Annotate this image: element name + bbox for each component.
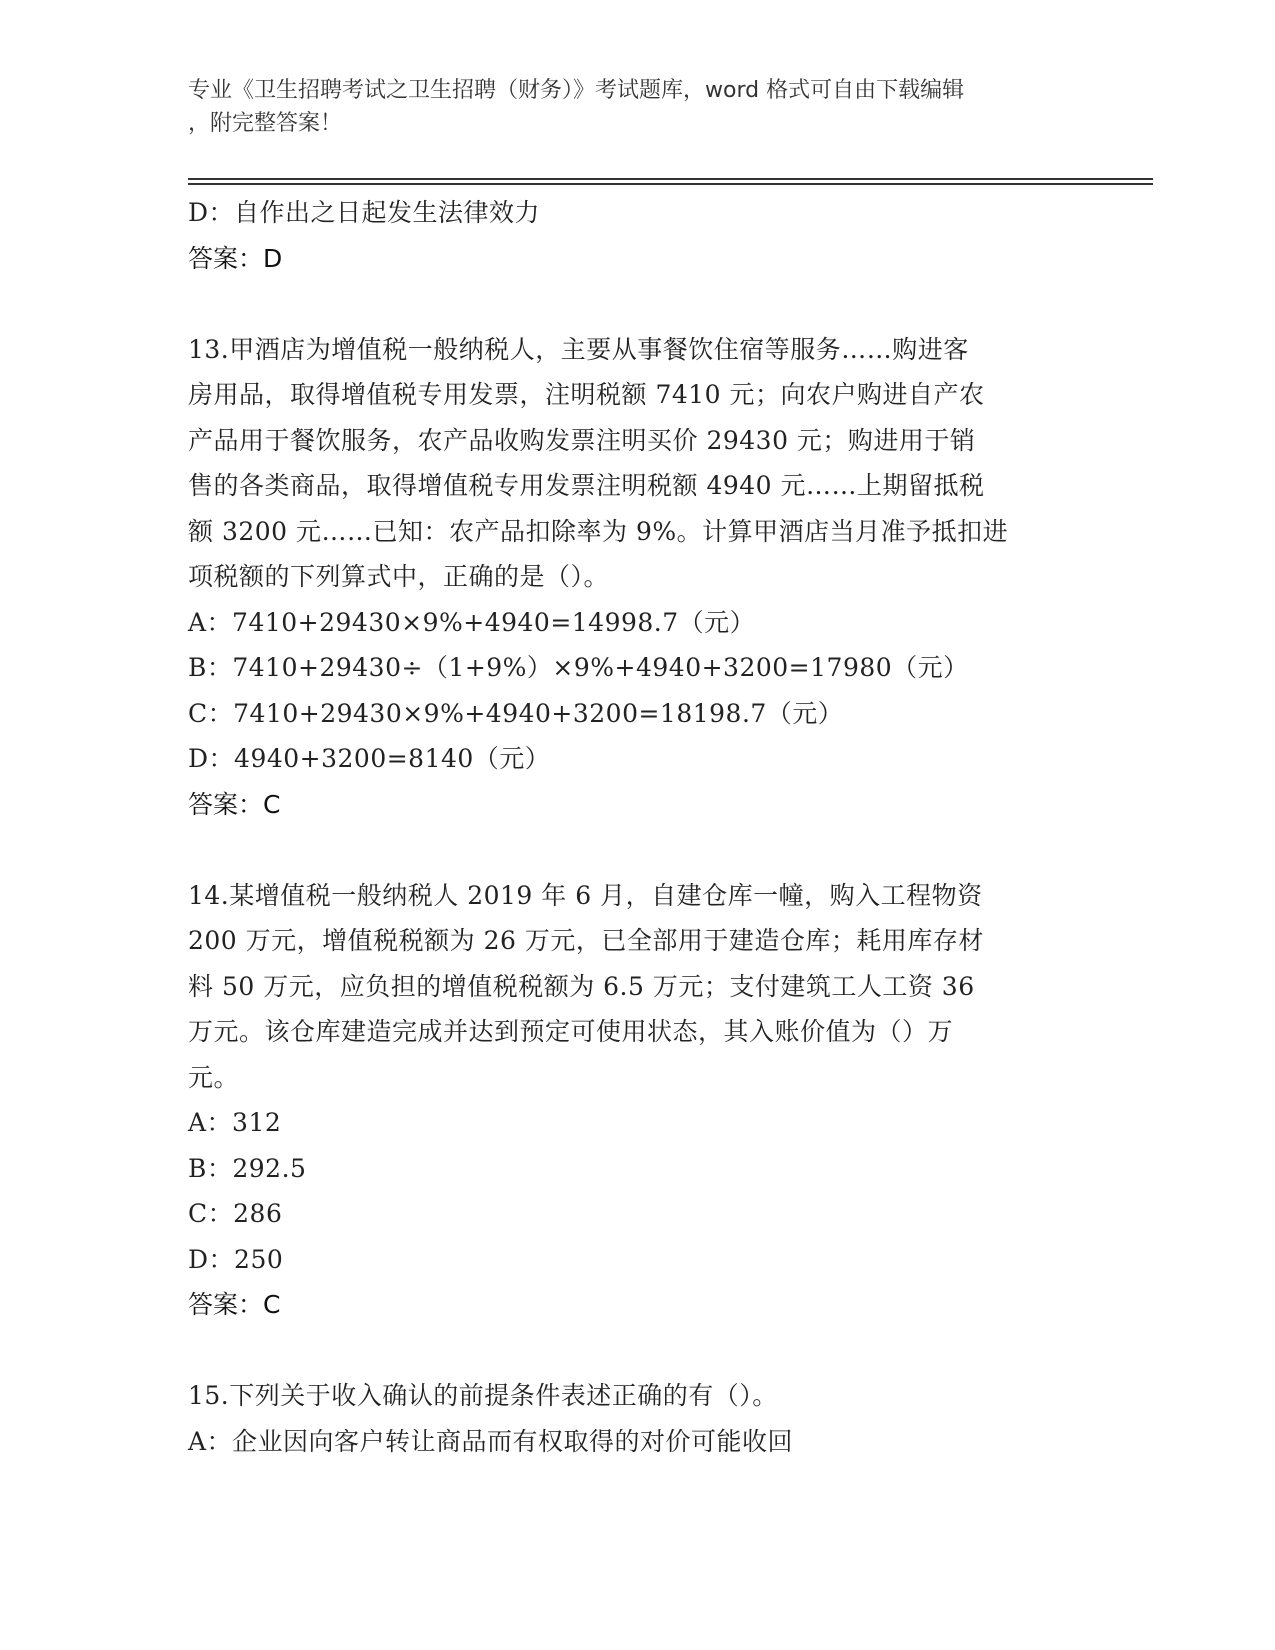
question-13-line-6: 项税额的下列算式中，正确的是（）。 xyxy=(188,562,610,591)
question-14-line-3: 料 50 万元，应负担的增值税税额为 6.5 万元；支付建筑工人工资 36 xyxy=(188,971,975,1001)
spacer xyxy=(188,281,1088,327)
prev-option-d: D：自作出之日起发生法律效力 xyxy=(188,198,541,227)
question-14-option-c: C：286 xyxy=(188,1199,283,1228)
question-13-option-d: D：4940+3200=8140（元） xyxy=(188,744,551,773)
spacer xyxy=(188,827,1088,873)
question-15 xyxy=(188,1373,1088,1464)
question-13-line-2: 房用品，取得增值税专用发票，注明税额 7410 元；向农户购进自产农 xyxy=(188,380,985,409)
question-13-option-a: A：7410+29430×9%+4940=14998.7（元） xyxy=(188,607,756,637)
header-divider-bottom xyxy=(188,183,1153,185)
document-body xyxy=(188,190,1088,1464)
question-13-line-3: 产品用于餐饮服务，农产品收购发票注明买价 29430 元；购进用于销 xyxy=(188,425,976,455)
question-14 xyxy=(188,873,1088,1328)
question-13-line-4: 售的各类商品，取得增值税专用发票注明税额 4940 元……上期留抵税 xyxy=(188,471,985,500)
spacer xyxy=(188,1328,1088,1374)
header-line-2: ，附完整答案！ xyxy=(188,111,343,136)
question-13-answer: 答案：C xyxy=(188,789,281,819)
question-13-option-b: B：7410+29430÷（1+9%）×9%+4940+3200=17980（元） xyxy=(188,653,969,682)
header-line-1: 专业《卫生招聘考试之卫生招聘（财务）》考试题库，word 格式可自由下载编辑 xyxy=(188,78,965,103)
question-15-line-1: 15.下列关于收入确认的前提条件表述正确的有（）。 xyxy=(188,1381,778,1410)
question-14-answer: 答案：C xyxy=(188,1290,281,1319)
question-14-option-a: A：312 xyxy=(188,1108,282,1137)
question-13-line-5: 额 3200 元……已知：农产品扣除率为 9%。计算甲酒店当月准予抵扣进 xyxy=(188,516,1009,546)
question-14-line-5: 元。 xyxy=(188,1062,240,1092)
question-13 xyxy=(188,327,1088,828)
question-14-option-d: D：250 xyxy=(188,1244,284,1274)
question-14-option-b: B：292.5 xyxy=(188,1153,307,1183)
page-header xyxy=(188,74,1068,140)
question-14-line-4: 万元。该仓库建造完成并达到预定可使用状态，其入账价值为（）万 xyxy=(188,1017,954,1046)
question-15-option-a: A：企业因向客户转让商品而有权取得的对价可能收回 xyxy=(188,1426,794,1456)
header-divider-top xyxy=(188,178,1153,180)
question-13-option-c: C：7410+29430×9%+4940+3200=18198.7（元） xyxy=(188,698,844,728)
prev-answer: 答案：D xyxy=(188,243,283,273)
question-14-line-1: 14.某增值税一般纳税人 2019 年 6 月，自建仓库一幢，购入工程物资 xyxy=(188,880,983,910)
question-13-line-1: 13.甲酒店为增值税一般纳税人，主要从事餐饮住宿等服务……购进客 xyxy=(188,334,969,364)
question-14-line-2: 200 万元，增值税税额为 26 万元，已全部用于建造仓库；耗用库存材 xyxy=(188,926,984,955)
